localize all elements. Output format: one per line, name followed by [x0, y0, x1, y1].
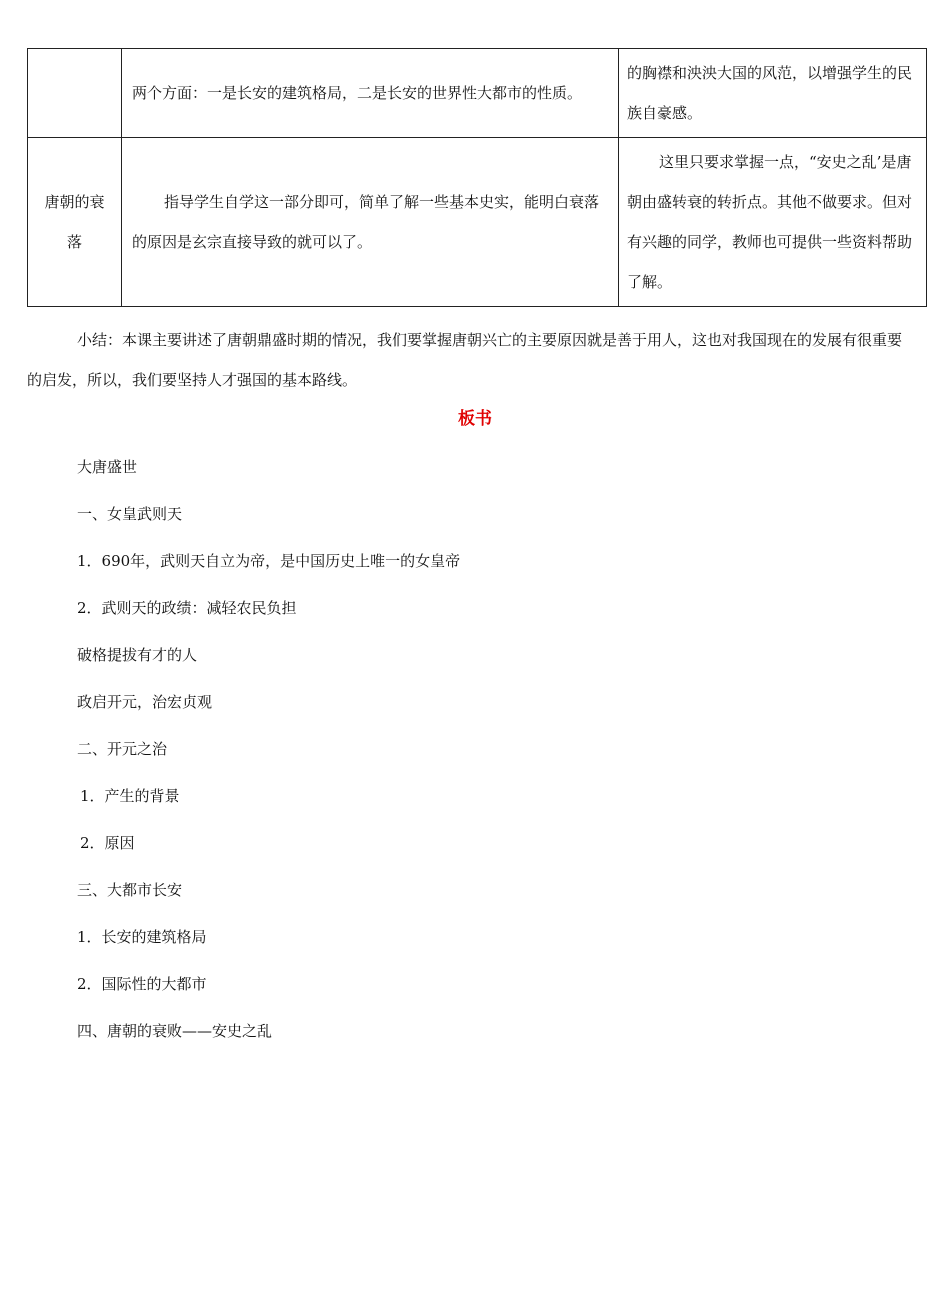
list-item: 1．690年，武则天自立为帝，是中国历史上唯一的女皇帝 [77, 552, 461, 570]
list-item: 破格提拔有才的人 [77, 646, 198, 664]
table-row [28, 49, 927, 138]
topic-cell: 唐朝的衰落 [28, 138, 122, 307]
list-item: 2．国际性的大都市 [77, 975, 207, 993]
section-heading: 三、大都市长安 [77, 881, 183, 899]
board-outline [77, 452, 460, 1063]
note-cell: 这里只要求掌握一点，“安史之乱’是唐朝由盛转衰的转折点。其他不做要求。但对有兴趣的同学，教师也可提供一些资料帮助了解。 [619, 138, 927, 307]
table-row [28, 138, 927, 307]
lesson-plan-table [27, 48, 927, 307]
section-heading: 二、开元之治 [77, 740, 168, 758]
board-title: 板书 [458, 409, 492, 429]
list-item: 2．武则天的政绩：减轻农民负担 [77, 599, 297, 617]
topic-cell [28, 49, 122, 138]
method-cell: 指导学生自学这一部分即可，简单了解一些基本史实，能明白衰落的原因是玄宗直接导致的就可以了。 [122, 138, 619, 307]
list-item: 2．原因 [80, 834, 135, 852]
method-cell: 两个方面：一是长安的建筑格局，二是长安的世界性大都市的性质。 [122, 49, 619, 138]
list-item: 1．产生的背景 [80, 787, 180, 805]
list-item: 1．长安的建筑格局 [77, 928, 207, 946]
note-cell: 的胸襟和泱泱大国的风范，以增强学生的民族自豪感。 [619, 49, 927, 138]
section-heading: 四、唐朝的衰败——安史之乱 [77, 1022, 273, 1040]
list-item: 政启开元，治宏贞观 [77, 693, 213, 711]
summary-paragraph: 小结：本课主要讲述了唐朝鼎盛时期的情况，我们要掌握唐朝兴亡的主要原因就是善于用人，这也对我国现在的发展有很重要的启发，所以，我们要坚持人才强国的基本路线。 [27, 331, 903, 389]
section-heading: 一、女皇武则天 [77, 505, 183, 523]
board-heading: 大唐盛世 [77, 458, 138, 476]
